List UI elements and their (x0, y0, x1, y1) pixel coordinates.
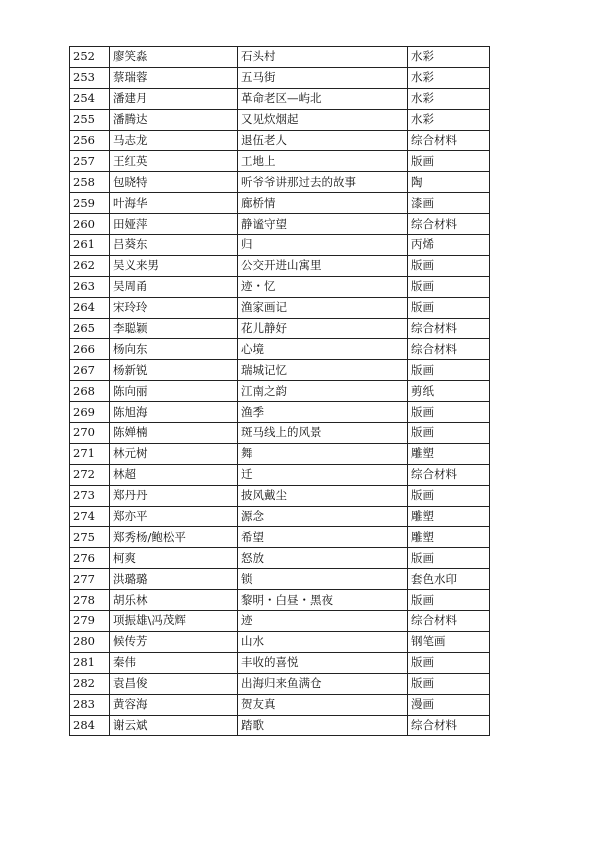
work-title-cell: 退伍老人 (238, 130, 408, 151)
entry-number-cell: 270 (70, 423, 110, 444)
work-title-cell: 又见炊烟起 (238, 109, 408, 130)
table-row (70, 214, 490, 235)
work-title-cell: 舞 (238, 443, 408, 464)
medium-cell: 雕塑 (408, 527, 490, 548)
entry-number-cell: 276 (70, 548, 110, 569)
entry-number-cell: 280 (70, 631, 110, 652)
table-row (70, 485, 490, 506)
table-row (70, 381, 490, 402)
medium-cell: 综合材料 (408, 715, 490, 736)
work-title-cell: 工地上 (238, 151, 408, 172)
work-title-cell: 江南之韵 (238, 381, 408, 402)
medium-cell: 综合材料 (408, 214, 490, 235)
table-row (70, 255, 490, 276)
medium-cell: 版画 (408, 276, 490, 297)
medium-cell: 版画 (408, 360, 490, 381)
work-title-cell: 廊桥情 (238, 193, 408, 214)
work-title-cell: 迹 (238, 611, 408, 632)
table-row (70, 673, 490, 694)
table-row (70, 464, 490, 485)
entry-number-cell: 272 (70, 464, 110, 485)
entry-number-cell: 271 (70, 443, 110, 464)
work-title-cell: 出海归来鱼满仓 (238, 673, 408, 694)
medium-cell: 综合材料 (408, 464, 490, 485)
work-title-cell: 静谧守望 (238, 214, 408, 235)
work-title-cell: 踏歌 (238, 715, 408, 736)
medium-cell: 剪纸 (408, 381, 490, 402)
entry-number-cell: 267 (70, 360, 110, 381)
medium-cell: 水彩 (408, 109, 490, 130)
medium-cell: 套色水印 (408, 569, 490, 590)
work-title-cell: 革命老区—屿北 (238, 88, 408, 109)
table-row (70, 297, 490, 318)
medium-cell: 雕塑 (408, 506, 490, 527)
table-row (70, 443, 490, 464)
table-row (70, 569, 490, 590)
medium-cell: 水彩 (408, 88, 490, 109)
work-title-cell: 怒放 (238, 548, 408, 569)
artist-name-cell: 秦伟 (110, 652, 238, 673)
table-row (70, 631, 490, 652)
work-title-cell: 渔家画记 (238, 297, 408, 318)
work-title-cell: 披风戴尘 (238, 485, 408, 506)
artist-name-cell: 柯爽 (110, 548, 238, 569)
artist-name-cell: 谢云斌 (110, 715, 238, 736)
table-row (70, 339, 490, 360)
entry-number-cell: 266 (70, 339, 110, 360)
artist-name-cell: 林元树 (110, 443, 238, 464)
artist-name-cell: 吴周甬 (110, 276, 238, 297)
table-row (70, 47, 490, 68)
work-title-cell: 迹・忆 (238, 276, 408, 297)
medium-cell: 丙烯 (408, 235, 490, 256)
work-title-cell: 渔季 (238, 402, 408, 423)
medium-cell: 水彩 (408, 67, 490, 88)
entry-number-cell: 269 (70, 402, 110, 423)
work-title-cell: 斑马线上的风景 (238, 423, 408, 444)
medium-cell: 综合材料 (408, 611, 490, 632)
medium-cell: 钢笔画 (408, 631, 490, 652)
artist-name-cell: 马志龙 (110, 130, 238, 151)
entry-number-cell: 279 (70, 611, 110, 632)
work-title-cell: 石头村 (238, 47, 408, 68)
entry-number-cell: 259 (70, 193, 110, 214)
table-row (70, 548, 490, 569)
medium-cell: 雕塑 (408, 443, 490, 464)
entry-number-cell: 284 (70, 715, 110, 736)
work-title-cell: 贺友真 (238, 694, 408, 715)
table-row (70, 715, 490, 736)
artist-name-cell: 李聪颖 (110, 318, 238, 339)
artist-name-cell: 吕葵东 (110, 235, 238, 256)
entry-number-cell: 281 (70, 652, 110, 673)
work-title-cell: 源念 (238, 506, 408, 527)
medium-cell: 水彩 (408, 47, 490, 68)
entry-number-cell: 268 (70, 381, 110, 402)
table-row (70, 151, 490, 172)
table-row (70, 88, 490, 109)
works-table (69, 46, 490, 736)
entry-number-cell: 275 (70, 527, 110, 548)
works-table-body (70, 47, 490, 736)
table-row (70, 318, 490, 339)
medium-cell: 综合材料 (408, 130, 490, 151)
medium-cell: 版画 (408, 151, 490, 172)
work-title-cell: 迁 (238, 464, 408, 485)
work-title-cell: 黎明・白昼・黑夜 (238, 590, 408, 611)
artist-name-cell: 杨新锐 (110, 360, 238, 381)
artist-name-cell: 田娅萍 (110, 214, 238, 235)
entry-number-cell: 282 (70, 673, 110, 694)
entry-number-cell: 253 (70, 67, 110, 88)
medium-cell: 版画 (408, 402, 490, 423)
artist-name-cell: 包晓特 (110, 172, 238, 193)
artist-name-cell: 叶海华 (110, 193, 238, 214)
medium-cell: 版画 (408, 255, 490, 276)
artist-name-cell: 潘腾达 (110, 109, 238, 130)
table-row (70, 172, 490, 193)
artist-name-cell: 陈旭海 (110, 402, 238, 423)
table-row (70, 67, 490, 88)
artist-name-cell: 郑亦平 (110, 506, 238, 527)
medium-cell: 版画 (408, 652, 490, 673)
entry-number-cell: 274 (70, 506, 110, 527)
artist-name-cell: 杨向东 (110, 339, 238, 360)
work-title-cell: 心境 (238, 339, 408, 360)
table-row (70, 652, 490, 673)
artist-name-cell: 潘建月 (110, 88, 238, 109)
medium-cell: 版画 (408, 548, 490, 569)
medium-cell: 漫画 (408, 694, 490, 715)
entry-number-cell: 264 (70, 297, 110, 318)
entry-number-cell: 263 (70, 276, 110, 297)
artist-name-cell: 林超 (110, 464, 238, 485)
medium-cell: 版画 (408, 423, 490, 444)
works-list-page (69, 46, 489, 736)
artist-name-cell: 陈婵楠 (110, 423, 238, 444)
artist-name-cell: 吴义来男 (110, 255, 238, 276)
work-title-cell: 希望 (238, 527, 408, 548)
entry-number-cell: 283 (70, 694, 110, 715)
work-title-cell: 山水 (238, 631, 408, 652)
table-row (70, 276, 490, 297)
artist-name-cell: 蔡瑞蓉 (110, 67, 238, 88)
entry-number-cell: 277 (70, 569, 110, 590)
medium-cell: 综合材料 (408, 318, 490, 339)
work-title-cell: 锁 (238, 569, 408, 590)
entry-number-cell: 257 (70, 151, 110, 172)
entry-number-cell: 273 (70, 485, 110, 506)
work-title-cell: 五马街 (238, 67, 408, 88)
work-title-cell: 瑞城记忆 (238, 360, 408, 381)
table-row (70, 423, 490, 444)
entry-number-cell: 256 (70, 130, 110, 151)
entry-number-cell: 252 (70, 47, 110, 68)
medium-cell: 陶 (408, 172, 490, 193)
medium-cell: 版画 (408, 590, 490, 611)
artist-name-cell: 陈向丽 (110, 381, 238, 402)
table-row (70, 611, 490, 632)
medium-cell: 漆画 (408, 193, 490, 214)
artist-name-cell: 胡乐林 (110, 590, 238, 611)
entry-number-cell: 255 (70, 109, 110, 130)
entry-number-cell: 258 (70, 172, 110, 193)
medium-cell: 版画 (408, 297, 490, 318)
table-row (70, 402, 490, 423)
artist-name-cell: 郑秀杨/鲍松平 (110, 527, 238, 548)
medium-cell: 综合材料 (408, 339, 490, 360)
table-row (70, 360, 490, 381)
artist-name-cell: 黄容海 (110, 694, 238, 715)
artist-name-cell: 项振雄\冯茂辉 (110, 611, 238, 632)
medium-cell: 版画 (408, 485, 490, 506)
work-title-cell: 听爷爷讲那过去的故事 (238, 172, 408, 193)
artist-name-cell: 王红英 (110, 151, 238, 172)
entry-number-cell: 260 (70, 214, 110, 235)
entry-number-cell: 278 (70, 590, 110, 611)
table-row (70, 694, 490, 715)
entry-number-cell: 261 (70, 235, 110, 256)
table-row (70, 130, 490, 151)
artist-name-cell: 候传芳 (110, 631, 238, 652)
entry-number-cell: 254 (70, 88, 110, 109)
entry-number-cell: 265 (70, 318, 110, 339)
artist-name-cell: 宋玲玲 (110, 297, 238, 318)
artist-name-cell: 洪璐璐 (110, 569, 238, 590)
table-row (70, 193, 490, 214)
artist-name-cell: 廖笑淼 (110, 47, 238, 68)
table-row (70, 506, 490, 527)
table-row (70, 235, 490, 256)
artist-name-cell: 郑丹丹 (110, 485, 238, 506)
table-row (70, 109, 490, 130)
work-title-cell: 丰收的喜悦 (238, 652, 408, 673)
artist-name-cell: 袁昌俊 (110, 673, 238, 694)
table-row (70, 590, 490, 611)
work-title-cell: 归 (238, 235, 408, 256)
work-title-cell: 花儿静好 (238, 318, 408, 339)
work-title-cell: 公交开进山寓里 (238, 255, 408, 276)
medium-cell: 版画 (408, 673, 490, 694)
entry-number-cell: 262 (70, 255, 110, 276)
table-row (70, 527, 490, 548)
